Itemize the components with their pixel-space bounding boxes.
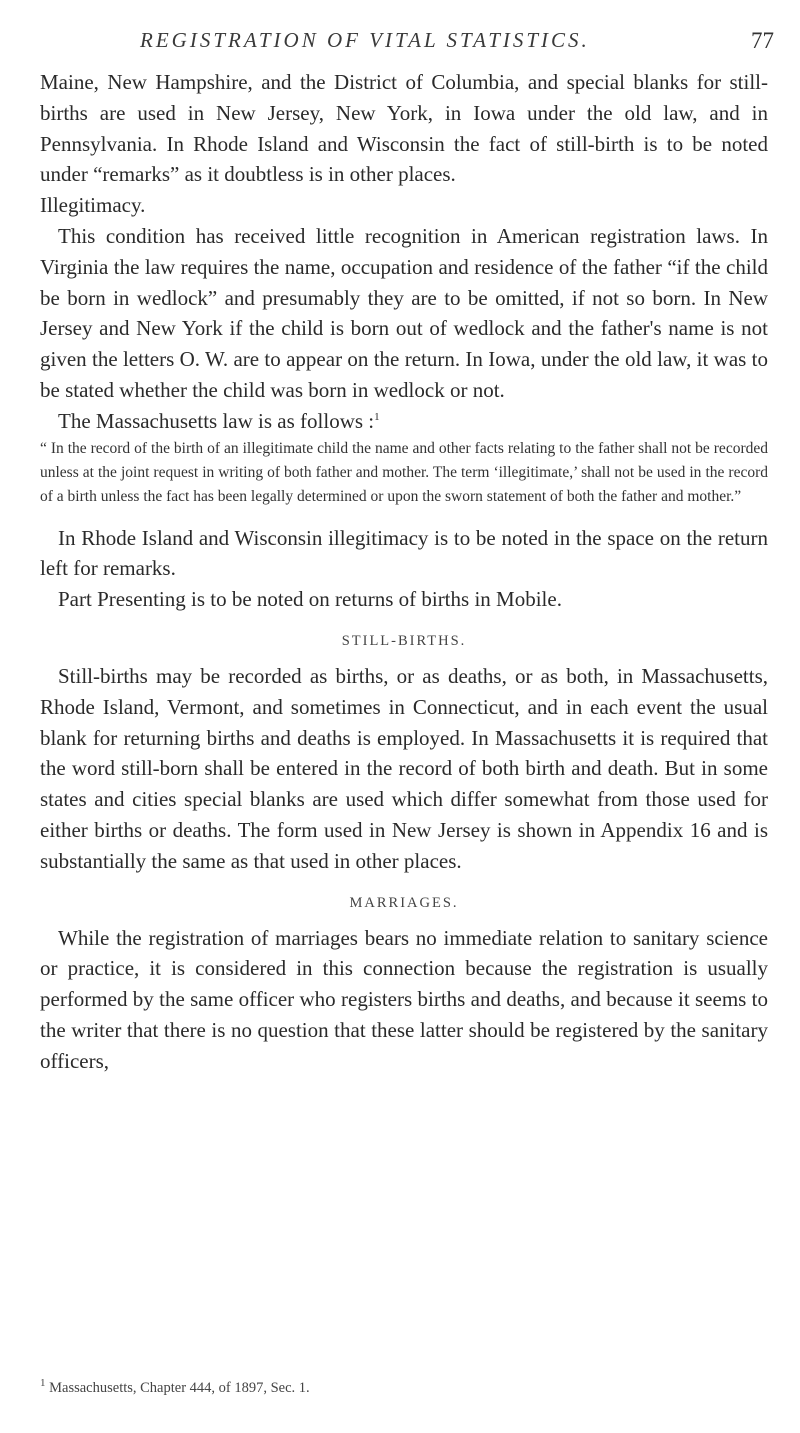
paragraph-rhode-island-wisconsin: In Rhode Island and Wisconsin illegitimacy is to be noted in the space on the return left for remarks. [40,525,768,581]
footnote-marker: 1 [40,1377,46,1390]
section-heading-marriages: MARRIAGES. [349,894,459,911]
section-heading-still-births: STILL-BIRTHS. [341,632,467,649]
page-number: 77 [751,28,774,53]
footnote-ref: 1 [374,410,380,423]
running-title: REGISTRATION OF VITAL STATISTICS. [140,28,590,52]
massachusetts-intro-text: The Massachusetts law is as follows : [58,408,375,433]
paragraph-illegitimacy: This condition has received little recognition in American registration laws. In Virginia the law requires the name, occupation and residence of the father “if the child be born in wedlock” and presumably they are to be omitted, if not so born. In New Jersey and New York if the child is born out of wedlock and the father's name is not given the letters O. W. are to appear on the return. In Iowa, under the old law, it was to be stated whether the child was born in wedlock or not. [40,223,768,402]
paragraph-still-birth-blanks: Maine, New Hampshire, and the District of Columbia, and special blanks for still-births are used in New Jersey, New York, in Iowa under the old law, and in Pennsylvania. In Rhode Island and Wisconsin the fact of still-birth is to be noted under “remarks” as it doubtless is in other places. [40,70,768,187]
heading-illegitimacy: Illegitimacy. [40,193,146,218]
footnote-text: Massachusetts, Chapter 444, of 1897, Sec. 1. [49,1380,310,1396]
running-head [0,28,800,68]
paragraph-marriages: While the registration of marriages bears no immediate relation to sanitary science or practice, it is considered in this connection because the registration is usually performed by the same officer who registers births and deaths, and because it seems to the writer that there is no question that these latter should be registered by the sanitary officers, [40,925,768,1073]
paragraph-still-births: Still-births may be recorded as births, or as deaths, or as both, in Massachusetts, Rhode Island, Vermont, and sometimes in Connecticut, and in each event the usual blank for returning births and deaths is employed. In Massachusetts it is required that the word still-born shall be entered in the record of both birth and death. But in some states and cities special blanks are used which differ somewhat from those used for either births or deaths. The form used in New Jersey is shown in Appendix 16 and is substantially the same as that used in other places. [40,663,768,873]
page-body [40,67,768,1077]
paragraph-part-presenting: Part Presenting is to be noted on returns of births in Mobile. [58,587,562,612]
paragraph-massachusetts-intro [40,406,768,437]
footnote [40,1378,768,1398]
quote-massachusetts-law: “ In the record of the birth of an illegitimate child the name and other facts relating to the father shall not be recorded unless at the joint request in writing of both father and mother. The term ‘illegitimate,’ shall not be used in the record of a birth unless the fact has been legally determined or upon the sworn statement of both the father and mother.” [40,439,768,505]
